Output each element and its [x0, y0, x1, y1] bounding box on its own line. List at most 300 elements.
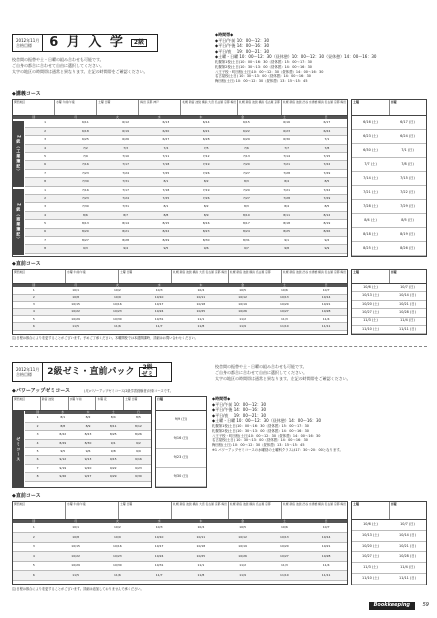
hours-sub-line: 梅田校(土日) 10：00～12：30（昼休憩）13：15～15：45	[212, 443, 305, 448]
hours-sub-line: 札幌第2校(土日)10：30～13：00（昼休憩）14：00～16：30	[215, 64, 312, 69]
weekend-date: 7/14 (土)	[363, 175, 378, 180]
table-cell: 7/18	[162, 187, 170, 192]
weekend-date: 8/26 (日)	[400, 245, 415, 250]
weekend-date: 9/30 (日)	[173, 474, 189, 479]
title-target	[13, 363, 43, 381]
column-label: 回	[32, 115, 36, 119]
weekend-row	[352, 186, 426, 200]
notes-seminar	[215, 364, 427, 381]
table-cell: 6/13	[162, 120, 170, 125]
weekend-date: 9/16 (日)	[173, 436, 189, 441]
table-cell: 6/14	[202, 120, 210, 125]
direct-rows	[13, 523, 347, 581]
hours-line: ◆平日/午前 10：00～12：30	[215, 37, 270, 43]
lecture-table	[12, 99, 348, 257]
column-label: 日	[136, 410, 140, 414]
table-cell: 8/1	[163, 179, 169, 184]
hours-line: ◆平日/夜 19：00～21：30	[212, 412, 267, 418]
table-cell: 8/15	[162, 221, 170, 226]
direct-table-header	[13, 502, 347, 520]
weekend-date: 11/11 (日)	[399, 575, 416, 580]
table-cell: 10/20	[280, 302, 289, 307]
table-cell: 6/24	[323, 128, 331, 133]
weekend-row	[352, 574, 426, 585]
table-cell: 9/2	[136, 440, 141, 445]
header-cell: 札幌 新宿 池袋 横浜 名古屋 京都	[229, 270, 282, 283]
column-label: 金	[241, 519, 245, 523]
table-cell: 2	[36, 423, 39, 428]
weekend-date: 10/7 (日)	[400, 521, 415, 526]
weekend-row	[352, 284, 426, 292]
weekend-row	[352, 301, 426, 309]
weekend-date: 7/22 (日)	[400, 189, 415, 194]
direct-rows	[13, 287, 347, 330]
table-cell: 6/28	[202, 137, 210, 142]
column-label: 水	[157, 115, 161, 119]
table-cell: 10/25	[196, 553, 206, 558]
table-cell: 11/8	[197, 572, 205, 577]
table-cell: 7/19	[202, 162, 210, 167]
table-cell: 11/8	[197, 323, 205, 328]
lecture-rows-a	[25, 119, 347, 186]
table-cell: 10/12	[238, 534, 247, 539]
table-cell: 7/22	[323, 162, 331, 167]
table-cell: 6/18	[82, 128, 89, 133]
weekend-header-sun: 日曜	[390, 502, 397, 506]
page-number: 59	[422, 602, 429, 609]
table-cell: 10/28	[321, 309, 331, 314]
table-cell: 8/24	[243, 229, 250, 234]
table-cell: 9/9	[324, 246, 330, 251]
table-cell: 10/7	[322, 287, 330, 292]
weekend-date: 7/1 (日)	[401, 147, 414, 152]
weekend-date: 9/23 (日)	[173, 455, 189, 460]
weekend-row	[352, 520, 426, 531]
table-cell: 9/16	[135, 457, 142, 462]
table-row	[25, 414, 151, 422]
column-label: 日	[324, 115, 328, 119]
table-cell: 6/12	[122, 120, 129, 125]
table-cell: 7/15	[323, 153, 331, 158]
table-cell: 5	[44, 221, 47, 226]
table-cell: 7/27	[243, 195, 250, 200]
weekend-date: 7/29 (日)	[400, 203, 415, 208]
column-label: 火	[115, 283, 119, 287]
weekend-date: 6/23 (土)	[363, 133, 378, 138]
table-row	[13, 295, 347, 302]
table-row	[13, 287, 347, 294]
table-row	[25, 128, 347, 136]
weekend-date: 10/21 (日)	[399, 543, 416, 548]
weekend-row	[352, 144, 426, 158]
table-cell: 10/27	[280, 309, 289, 314]
weekend-row	[352, 200, 426, 214]
table-cell: 4	[32, 309, 35, 314]
hours-seminar	[212, 396, 427, 453]
table-cell: 8/12	[135, 423, 142, 428]
hours-title: ◆時間帯◆	[212, 396, 231, 401]
table-cell: 9/23	[135, 465, 142, 470]
header-cell: 土曜 日曜	[97, 100, 139, 115]
column-label: 回	[32, 283, 36, 287]
column-label: 木	[199, 115, 203, 119]
weekend-date: 11/10 (土)	[362, 575, 379, 580]
weekend-date: 10/20 (土)	[362, 543, 379, 548]
table-cell: 9/9	[136, 448, 141, 453]
table-cell: 8/22	[162, 229, 170, 234]
weekend-row	[352, 318, 426, 326]
header-cell: 関西地区	[13, 397, 41, 410]
weekend-date: 8/18 (土)	[363, 231, 378, 236]
table-cell: 10/13	[280, 534, 289, 539]
table-cell: 7/9	[82, 153, 88, 158]
table-cell: 10/25	[196, 309, 206, 314]
table-cell: 6/27	[162, 137, 170, 142]
weekend-row	[352, 542, 426, 553]
direct-weekend-rows	[352, 520, 426, 585]
column-label: 木	[199, 283, 203, 287]
table-cell: 7/26	[202, 170, 210, 175]
table-cell: 8/1	[60, 415, 66, 420]
hours-sub-line: 札幌第2校(土日)10：30～13：00（昼休憩）14：00～16：30	[212, 428, 309, 433]
weekend-row	[352, 531, 426, 542]
table-cell: 7/2	[82, 145, 88, 150]
table-cell: 8/20	[82, 229, 89, 234]
table-cell: 9/1	[110, 440, 116, 445]
table-cell: 10/14	[321, 295, 331, 299]
hours-line: ◆平日/午後 14：00～16：30	[212, 407, 267, 413]
weekend-date: 7/21 (土)	[363, 189, 378, 194]
direct-table-2	[12, 501, 348, 585]
table-cell: 7/28	[283, 170, 290, 175]
notes-june	[12, 57, 212, 74]
table-cell: 7/31	[122, 204, 129, 209]
table-cell: 9/5	[163, 246, 169, 251]
table-cell: 9/7	[243, 246, 249, 251]
table-cell: 10/26	[238, 309, 247, 314]
table-cell: 8/8	[163, 212, 169, 217]
table-cell: 10/31	[154, 316, 164, 321]
lecture-column-header	[13, 116, 347, 119]
table-cell: 8/9	[203, 212, 209, 217]
table-cell: 10/6	[281, 525, 288, 530]
table-cell: 10/27	[280, 553, 289, 558]
table-cell: 7	[36, 465, 39, 470]
weekend-date: 11/4 (日)	[400, 318, 415, 323]
hours-line: ◆平日/午前 10：00～12：30	[212, 401, 267, 407]
table-cell: 3	[32, 302, 35, 307]
column-label: 木	[199, 519, 203, 523]
table-cell: 8	[36, 474, 39, 479]
table-cell: 10/17	[154, 302, 164, 307]
table-cell: 10/9	[114, 534, 121, 539]
weekend-date: 8/25 (土)	[363, 245, 378, 250]
table-cell: 10/14	[321, 534, 331, 539]
table-cell: 8/2	[85, 415, 91, 420]
table-cell: 10/18	[196, 302, 206, 307]
table-cell: 6/29	[243, 137, 250, 142]
table-cell: 8/30	[202, 237, 210, 242]
table-cell: 6/23	[283, 128, 290, 133]
table-cell: 6/20	[162, 128, 170, 133]
table-cell: 7/14	[283, 153, 290, 158]
table-cell: 5	[44, 153, 47, 158]
weekend-date: 7/7 (土)	[364, 161, 377, 166]
weekend-date: 10/14 (日)	[399, 532, 416, 537]
table-cell: 8/11	[109, 423, 117, 428]
table-cell: 7/21	[283, 162, 290, 167]
table-cell: 10/11	[196, 295, 206, 299]
table-row	[25, 431, 151, 439]
column-label: 土	[111, 410, 115, 414]
weekend-row	[352, 158, 426, 172]
title-box-june	[12, 34, 158, 52]
table-cell: 4	[44, 212, 47, 217]
table-cell: 10/12	[238, 295, 247, 299]
column-label: 水	[157, 283, 161, 287]
table-cell: 8/6	[82, 212, 88, 217]
table-cell: 8/28	[122, 237, 129, 242]
table-cell: 7/21	[283, 187, 290, 192]
header-cell: 水曜 午前/午後	[66, 502, 119, 519]
table-cell: 9/8	[284, 246, 290, 251]
table-cell: 11/6	[114, 572, 121, 577]
weekend-date: 11/11 (日)	[399, 326, 416, 331]
seminar-badge	[139, 364, 157, 378]
direct-table-header	[13, 270, 347, 284]
table-row	[25, 203, 347, 211]
table-cell: 9/19	[59, 465, 67, 470]
table-cell: 11/11	[321, 323, 331, 328]
table-row	[25, 423, 151, 431]
direct-table	[12, 269, 348, 335]
weekend-header-sun: 日曜	[157, 397, 164, 401]
header-cell: 札幌 新宿 池袋 横浜 名古屋 京都	[238, 100, 282, 115]
footer-bar	[369, 602, 415, 610]
footnote-seminar: 注)日程は都合により変更することがございます。詳細は追加しておりませんで承ください。	[12, 587, 144, 591]
weekend-date: 6/17 (日)	[400, 119, 415, 124]
header-cell: 札幌 新宿 池袋 横浜 名古屋 京都	[229, 502, 282, 519]
header-cell: 新宿 池袋	[41, 397, 69, 410]
weekend-table	[351, 99, 427, 257]
table-cell: 8/4	[284, 204, 290, 209]
weekend-date: 10/20 (土)	[362, 301, 379, 306]
table-cell: 7/7	[284, 145, 290, 150]
table-cell: 10/29	[71, 563, 80, 568]
table-cell: 11/5	[72, 323, 79, 328]
table-cell: 10/4	[197, 287, 205, 292]
table-row	[25, 473, 151, 481]
table-cell: 10/17	[154, 544, 164, 549]
page-title: 6 月 入 学	[49, 34, 125, 50]
table-cell: 8/29	[162, 237, 170, 242]
table-cell: 2	[32, 295, 35, 299]
table-cell: 7/29	[323, 195, 331, 200]
weekend-row	[156, 468, 206, 487]
table-cell: 7/8	[324, 145, 330, 150]
lecture-rows-b	[25, 187, 347, 254]
table-cell: 8/21	[122, 229, 129, 234]
table-cell: 6/26	[122, 137, 129, 142]
table-cell: 8/4	[284, 179, 290, 184]
table-row	[25, 237, 347, 245]
table-cell: 8/18	[283, 221, 290, 226]
table-cell: 6	[36, 457, 39, 462]
table-cell: 9/12	[59, 457, 67, 462]
table-row	[25, 153, 347, 161]
table-cell: 10/6	[281, 287, 288, 292]
table-cell: 8/3	[243, 204, 249, 209]
weekend-header-sun: 日曜	[390, 270, 397, 274]
hours-june	[215, 32, 427, 84]
table-row	[13, 571, 347, 581]
table-row	[25, 136, 347, 144]
table-cell: 10/11	[196, 534, 206, 539]
table-cell: 10/5	[239, 525, 246, 530]
divider	[10, 346, 427, 347]
table-cell: 8/25	[283, 229, 290, 234]
table-cell: 9/4	[123, 246, 129, 251]
column-label: 火	[115, 115, 119, 119]
table-cell: 8/29	[59, 440, 67, 445]
table-cell: 1	[36, 415, 39, 420]
table-cell: 9/6	[85, 448, 91, 453]
table-cell: 3	[32, 544, 35, 549]
table-cell: 10/2	[114, 287, 121, 292]
table-cell: 7/29	[323, 170, 331, 175]
section-direct-course-2: ◆直前コース	[12, 493, 41, 499]
table-cell: 8/13	[82, 221, 89, 226]
weekend-date: 6/30 (土)	[363, 147, 378, 152]
table-cell: 11/4	[322, 563, 330, 568]
column-label: 水	[157, 519, 161, 523]
column-label: 日	[324, 283, 328, 287]
table-cell: 8/25	[109, 432, 117, 437]
table-row	[25, 119, 347, 127]
table-cell: 10/3	[155, 525, 163, 530]
table-row	[25, 245, 347, 253]
table-cell: 11/5	[72, 572, 79, 577]
weekend-date: 9/9 (日)	[174, 417, 188, 422]
table-cell: 10/5	[239, 287, 246, 292]
weekend-date: 10/27 (土)	[362, 554, 379, 559]
table-cell: 8	[44, 246, 47, 251]
section-powerup-seminar: ◆パワーアップゼミコース	[12, 388, 70, 394]
table-cell: 9/27	[84, 474, 92, 479]
table-cell: 11/9	[239, 572, 246, 577]
weekend-header-sat: 土曜	[352, 100, 390, 115]
table-cell: 7/18	[162, 162, 170, 167]
hours-sub-line: 八王子校・町田校(土日)10：00～12：30（昼休憩）14：00～16：30	[215, 69, 324, 74]
table-cell: 10/28	[321, 553, 331, 558]
table-cell: 8/2	[203, 179, 209, 184]
table-cell: 1	[44, 120, 47, 125]
table-cell: 10/20	[280, 544, 289, 549]
note-line: ご自身の都合に合わせて自由に選択してください。	[215, 369, 307, 375]
table-cell: 10/1	[72, 525, 79, 530]
direct-column-header	[13, 284, 347, 287]
table-cell: 1	[44, 187, 47, 192]
table-cell: 6	[32, 572, 35, 577]
table-cell: 2	[44, 128, 47, 133]
header-cell: 梅田 京都 神戸	[139, 100, 181, 115]
table-cell: 8/23	[202, 229, 210, 234]
weekend-row	[352, 214, 426, 228]
weekend-row	[352, 563, 426, 574]
seminar-sunday-table	[155, 396, 207, 488]
table-cell: 8/26	[135, 432, 142, 437]
weekend-date: 8/19 (日)	[400, 231, 415, 236]
table-cell: 10/21	[321, 302, 331, 307]
weekend-row	[352, 326, 426, 334]
table-cell: 8/23	[84, 432, 92, 437]
hours-line: ◆平日/夜 19：00～21：30	[215, 48, 270, 54]
column-label: 回	[32, 519, 36, 523]
column-label: 木	[86, 410, 90, 414]
note-line: 校舎間の振替や土・日曜の組み合わせも可能です。	[215, 364, 307, 369]
table-cell: 10/23	[113, 309, 122, 314]
table-cell: 4	[36, 440, 39, 445]
table-cell: 10/9	[114, 295, 121, 299]
table-cell: 5	[32, 563, 35, 568]
table-row	[25, 195, 347, 203]
table-cell: 4	[44, 145, 47, 150]
hours-sub-line: 八王子校・町田校(土日)10：00～12：30（昼休憩）14：00～16：30	[212, 433, 321, 438]
table-cell: 7/3	[123, 145, 129, 150]
table-cell: 5	[32, 316, 35, 321]
hours-line: ◆土曜・日曜 10：00～12：30（昼休憩）14：00～16：30	[212, 418, 322, 424]
table-cell: 11/10	[280, 572, 289, 577]
table-cell: 9/1	[284, 237, 290, 242]
table-cell: 8/5	[324, 179, 330, 184]
table-cell: 10/19	[238, 302, 247, 307]
table-cell: 11/6	[114, 323, 121, 328]
table-cell: 7/12	[202, 153, 210, 158]
seminar-column-header	[25, 411, 151, 414]
table-cell: 10/4	[197, 525, 205, 530]
table-cell: 10/21	[321, 544, 331, 549]
seminar-table-header	[13, 397, 151, 411]
header-cell: 土曜 日曜	[119, 270, 172, 283]
table-cell: 10/16	[113, 302, 122, 307]
table-cell: 8/8	[60, 423, 66, 428]
table-cell: 10/18	[196, 544, 206, 549]
table-cell: 11/1	[197, 316, 205, 321]
section-direct-course: ◆直前コース	[12, 261, 41, 267]
seminar-rows	[25, 414, 151, 481]
table-cell: 10/8	[72, 534, 79, 539]
column-label: 金	[241, 115, 245, 119]
weekend-date: 10/6 (土)	[363, 521, 378, 526]
title-box-seminar	[12, 362, 172, 382]
table-cell: 11/3	[281, 563, 288, 568]
weekend-row	[352, 292, 426, 300]
table-cell: 11/11	[321, 572, 331, 577]
hours-title: ◆時間帯◆	[215, 32, 234, 37]
table-cell: 6/16	[283, 120, 290, 125]
hours-note: ※1 パワーアップゼミコースの水曜昼の土曜科クラスは17：30～20：00となります。	[212, 447, 343, 452]
table-cell: 10/3	[155, 287, 163, 292]
table-cell: 6/17	[323, 120, 331, 125]
weekend-header	[352, 270, 426, 284]
table-cell: 10/7	[322, 525, 330, 530]
weekend-date: 10/7 (日)	[400, 284, 415, 289]
table-row	[13, 552, 347, 562]
seminar-sunday-rows	[156, 411, 206, 487]
table-cell: 7/19	[202, 187, 210, 192]
direct-weekend-table	[351, 269, 427, 335]
header-cell: 関西地区	[13, 270, 66, 283]
